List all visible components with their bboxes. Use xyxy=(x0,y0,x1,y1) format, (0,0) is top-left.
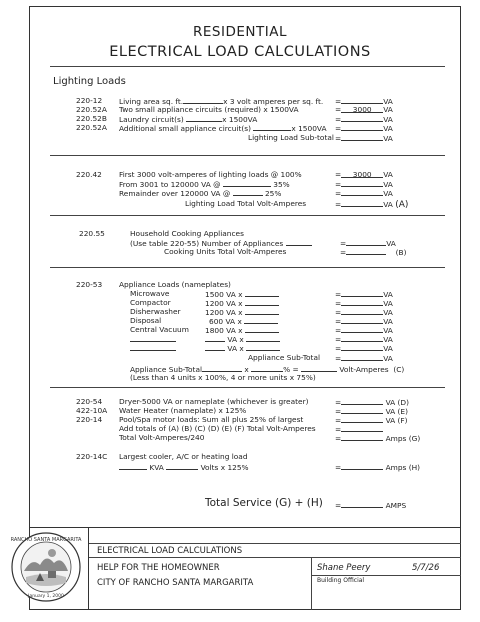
va-field[interactable]: = VA xyxy=(335,317,393,326)
va-field-total-f[interactable]: = VA (F) xyxy=(335,416,408,425)
appliance-name: Disherwasher xyxy=(130,307,181,316)
appliance-va: 600 VA x xyxy=(209,316,278,326)
footer-rule-2 xyxy=(88,557,461,558)
demand-code: 220.42 xyxy=(76,170,102,179)
lighting-code-3: 220.52B xyxy=(76,114,107,123)
va-field[interactable]: = VA xyxy=(335,290,393,299)
section-divider xyxy=(50,155,445,156)
va-field-total-b[interactable]: = (B) xyxy=(340,248,407,257)
title-line-2: ELECTRICAL LOAD CALCULATIONS xyxy=(109,44,371,60)
other-code: 220-54 xyxy=(76,397,103,406)
va-field[interactable]: = VA xyxy=(335,335,393,344)
va-field[interactable]: = 3000 VA xyxy=(335,105,393,114)
va-field[interactable]: = VA xyxy=(335,97,393,106)
lighting-subtotal-label: Lighting Load Sub-total xyxy=(248,133,334,142)
va-field[interactable]: = 3000 VA xyxy=(335,170,393,179)
lighting-code-4: 220.52A xyxy=(76,123,107,132)
va-field-sum[interactable]: = xyxy=(335,424,383,434)
va-field[interactable]: = VA xyxy=(335,299,393,308)
appliance-va: VA x xyxy=(205,334,280,344)
appliance-name-blank[interactable] xyxy=(130,343,176,353)
other-row: Dryer-5000 VA or nameplate (whichever is greater) xyxy=(119,397,309,406)
amps-field-g[interactable]: = Amps (G) xyxy=(335,434,421,443)
va-field-total-d[interactable]: = VA (D) xyxy=(335,398,410,407)
other-row: Water Heater (nameplate) x 125% xyxy=(119,406,247,415)
appliance-name: Microwave xyxy=(130,289,170,298)
footer-top-border xyxy=(29,527,461,528)
cooking-code: 220.55 xyxy=(79,229,105,238)
other-row: Pool/Spa motor loads: Sum all plus 25% of largest xyxy=(119,415,304,424)
footer-help: HELP FOR THE HOMEOWNER xyxy=(97,563,220,573)
cooler-line-1: Largest cooler, A/C or heating load xyxy=(119,452,248,461)
appliance-name: Compactor xyxy=(130,298,171,307)
footer-left-divider xyxy=(88,527,89,610)
va-field-total-e[interactable]: = VA (E) xyxy=(335,407,408,416)
demand-total-label: Lighting Load Total Volt-Amperes xyxy=(185,199,307,208)
cooking-line-1: Household Cooking Appliances xyxy=(130,229,244,238)
appliance-calc-line: Appliance Sub-Total x % = Volt-Amperes (C) xyxy=(130,365,405,374)
cooler-code: 220-14C xyxy=(76,452,108,461)
footer-right-divider xyxy=(311,557,312,610)
va-field[interactable]: = VA xyxy=(335,344,393,353)
section-divider xyxy=(50,267,445,268)
appliance-note: (Less than 4 units x 100%, 4 or more units x 75%) xyxy=(130,373,316,382)
demand-row-2: From 3001 to 120000 VA @ 35% xyxy=(119,180,290,189)
appliance-va: 1200 VA x xyxy=(205,307,279,317)
lighting-code-1: 220-12 xyxy=(76,96,103,105)
footer-role: Building Official xyxy=(317,577,365,584)
va-field[interactable]: = VA xyxy=(335,189,393,198)
total-service-label: Total Service (G) + (H) xyxy=(205,497,323,509)
demand-row-3: Remainder over 120000 VA @ 25% xyxy=(119,189,282,198)
lighting-row-3: Laundry circuit(s) x 1500VA xyxy=(119,115,258,124)
appliance-name: Disposal xyxy=(130,316,162,325)
demand-row-1: First 3000 volt-amperes of lighting loads @ 100% xyxy=(119,170,302,179)
cooler-line-2: KVA Volts x 125% xyxy=(119,462,249,472)
title-line-1: RESIDENTIAL xyxy=(193,24,287,40)
city-seal-icon xyxy=(10,531,82,603)
appliances-heading: Appliance Loads (nameplates) xyxy=(119,280,231,289)
va-field[interactable]: = VA xyxy=(335,354,393,363)
amps-field-h[interactable]: = Amps (H) xyxy=(335,463,421,472)
other-row: Add totals of (A) (B) (C) (D) (E) (F) Total Volt-Amperes xyxy=(119,424,316,433)
footer-title: ELECTRICAL LOAD CALCULATIONS xyxy=(97,546,243,556)
appliance-va: VA x xyxy=(205,343,280,353)
lighting-row-1: Living area sq. ft. x 3 volt amperes per sq. ft. xyxy=(119,97,324,106)
cooking-line-2: (Use table 220-55) Number of Appliances xyxy=(130,238,312,248)
appliance-va: 1500 VA x xyxy=(205,289,279,299)
va-field[interactable]: = VA xyxy=(335,134,393,143)
va-field[interactable]: = VA xyxy=(335,180,393,189)
svg-text:RANCHO SANTA MARGARITA: RANCHO SANTA MARGARITA xyxy=(10,537,82,543)
section-divider xyxy=(50,215,445,216)
footer-city: CITY OF RANCHO SANTA MARGARITA xyxy=(97,578,254,588)
va-field[interactable]: = VA xyxy=(335,124,393,133)
other-row: Total Volt-Amperes/240 xyxy=(119,433,205,442)
lighting-code-2: 220.52A xyxy=(76,105,107,114)
va-field[interactable]: = VA xyxy=(335,308,393,317)
section-divider xyxy=(50,387,445,388)
appliance-va: 1800 VA x xyxy=(205,325,279,335)
footer-rule-1 xyxy=(88,543,461,544)
title-divider xyxy=(50,66,445,67)
appliances-code: 220-53 xyxy=(76,280,103,289)
lighting-row-2: Two small appliance circuits (required) x 1500VA xyxy=(119,105,299,114)
lighting-heading: Lighting Loads xyxy=(53,76,126,87)
footer-signer: Shane Peery xyxy=(317,563,371,573)
footer-sign-rule xyxy=(311,575,461,576)
appliance-name: Central Vacuum xyxy=(130,325,189,334)
amps-field-total[interactable]: = AMPS xyxy=(335,501,407,510)
lighting-row-4: Additional small appliance circuit(s) x 1500VA xyxy=(119,124,327,133)
appliance-va: 1200 VA x xyxy=(205,298,279,308)
va-field-total-a[interactable]: = VA (A) xyxy=(335,200,409,210)
va-field[interactable]: = VA xyxy=(335,115,393,124)
cooking-total-label: Cooking Units Total Volt-Amperes xyxy=(164,247,287,256)
va-field[interactable]: = VA xyxy=(335,326,393,335)
appliance-subtotal-label: Appliance Sub-Total xyxy=(248,353,321,362)
footer-date: 5/7/26 xyxy=(412,563,440,573)
svg-text:January 1, 2000: January 1, 2000 xyxy=(28,594,64,599)
other-code: 422-10A xyxy=(76,406,108,415)
va-field[interactable]: = VA xyxy=(340,239,396,248)
other-code: 220-14 xyxy=(76,415,103,424)
